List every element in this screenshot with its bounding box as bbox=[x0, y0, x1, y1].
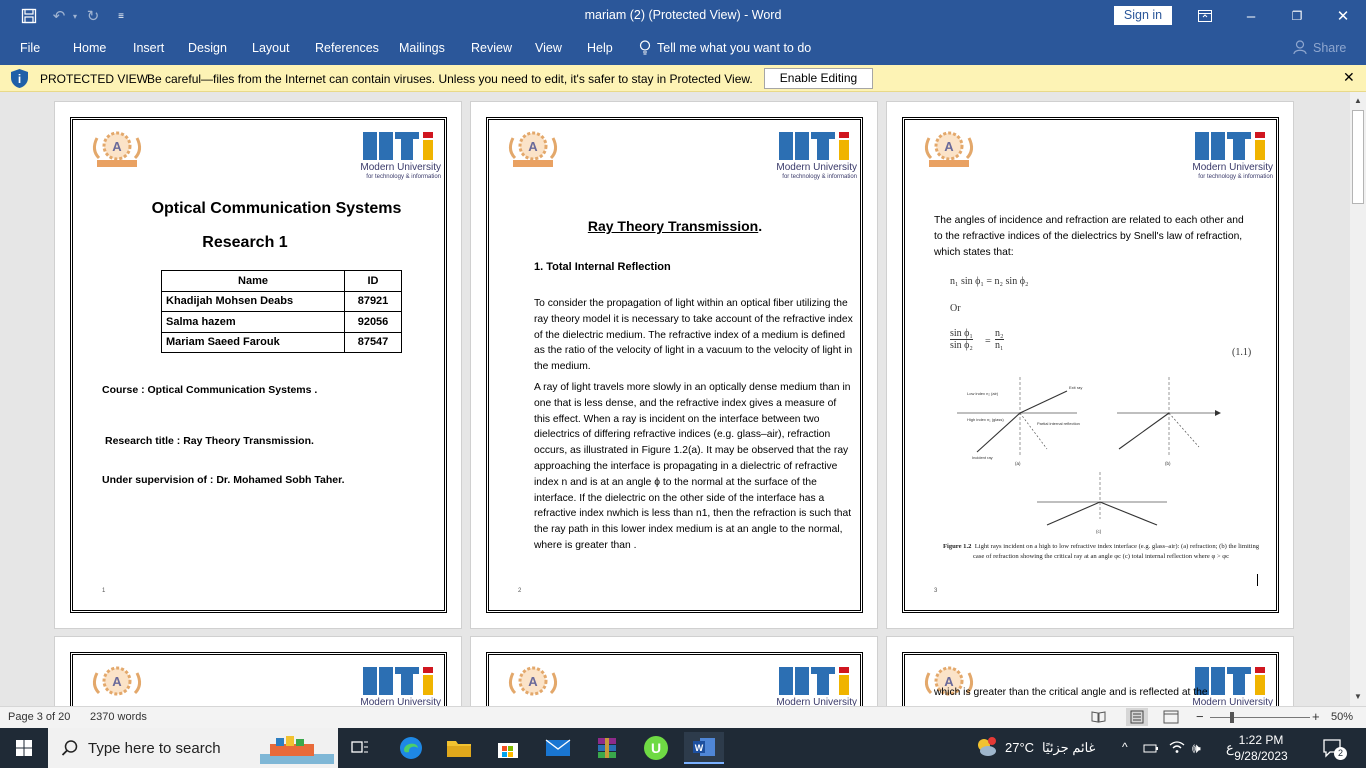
svg-text:A: A bbox=[112, 674, 122, 689]
snell-equation: n₁ sin ϕ₁ = n₂ sin ϕ₂ bbox=[950, 276, 1029, 287]
equation-or: Or bbox=[950, 303, 961, 314]
close-icon[interactable]: ✕ bbox=[1336, 8, 1350, 25]
ribbon-display-options-icon[interactable] bbox=[1182, 0, 1228, 32]
table-row bbox=[162, 312, 402, 333]
heading-suffix: . bbox=[758, 218, 763, 234]
notification-count-badge: 2 bbox=[1334, 747, 1347, 760]
title-bar bbox=[0, 0, 1366, 32]
print-layout-icon[interactable] bbox=[1126, 708, 1148, 726]
caption-text: Light rays incident on a high to low refractive index interface (e.g. glass–air): (a) refraction; (b) the limiting case of refraction showing the critical ray at an angle φc (c) total internal reflection where φ > φc bbox=[972, 543, 1260, 560]
paragraph: The angles of incidence and refraction are related to each other and to the refractive indices of the dielectrics by Snell's law of refraction, which states that: bbox=[934, 215, 1244, 258]
figure-part-a: (a) bbox=[1015, 461, 1021, 466]
search-placeholder: Type here to search bbox=[88, 740, 221, 757]
mail-icon[interactable] bbox=[538, 732, 578, 764]
share-person-icon[interactable] bbox=[1293, 40, 1307, 58]
ratio-denominator: sin ϕ₂ bbox=[950, 340, 973, 351]
windows-start-icon[interactable] bbox=[0, 728, 48, 768]
section-heading bbox=[471, 218, 878, 234]
page-number: 2 bbox=[518, 588, 522, 594]
table-row bbox=[162, 332, 402, 353]
faculty-logo bbox=[501, 661, 565, 706]
university-name: Modern University bbox=[776, 697, 857, 706]
word-count[interactable]: 2370 words bbox=[90, 711, 147, 723]
search-icon bbox=[61, 739, 79, 757]
edge-browser-icon[interactable] bbox=[391, 732, 431, 764]
tab-insert[interactable]: Insert bbox=[133, 41, 165, 55]
windows-taskbar bbox=[0, 728, 1366, 768]
university-name: Modern University bbox=[1192, 162, 1273, 173]
caption-label: Figure 1.2 bbox=[942, 543, 972, 550]
mti-logo bbox=[1173, 128, 1273, 184]
equation-number: (1.1) bbox=[1232, 347, 1252, 358]
task-view-icon[interactable] bbox=[340, 732, 380, 764]
ratio-rhs bbox=[995, 328, 1004, 351]
students-table bbox=[161, 270, 402, 353]
page-subtitle: Research 1 bbox=[202, 234, 288, 251]
svg-text:A: A bbox=[944, 674, 954, 689]
course-line: Course : Optical Communication Systems . bbox=[102, 384, 318, 396]
svg-text:i: i bbox=[17, 72, 22, 86]
shield-icon bbox=[9, 68, 30, 89]
tab-view[interactable]: View bbox=[535, 41, 562, 55]
high-index-label: High index n₁ (glass) bbox=[967, 417, 1004, 422]
student-id: 87921 bbox=[345, 291, 402, 312]
temperature[interactable]: 27°C bbox=[1005, 740, 1035, 755]
system-clock[interactable] bbox=[1228, 732, 1294, 764]
protected-view-message: Be careful—files from the Internet can contain viruses. Unless you need to edit, it's safer to stay in Protected View. bbox=[147, 72, 753, 86]
page-number: 1 bbox=[102, 588, 106, 594]
university-tagline: for technology & information bbox=[366, 174, 441, 180]
share-button[interactable]: Share bbox=[1313, 41, 1347, 55]
redo-icon[interactable]: ↻ bbox=[86, 8, 100, 25]
clock-time: 1:22 PM bbox=[1238, 733, 1284, 747]
university-tagline: for technology & information bbox=[1198, 174, 1273, 180]
university-name: Modern University bbox=[360, 697, 441, 706]
text-cursor bbox=[1257, 574, 1258, 586]
winrar-icon[interactable] bbox=[587, 732, 627, 764]
subsection-title: 1. Total Internal Reflection bbox=[534, 261, 671, 273]
tab-review[interactable]: Review bbox=[471, 41, 512, 55]
scroll-down-icon[interactable]: ▼ bbox=[1354, 692, 1362, 701]
page-title: Optical Communication Systems bbox=[151, 200, 402, 217]
weather-description[interactable]: غائم جزئيًا bbox=[1042, 740, 1096, 755]
page-border bbox=[70, 117, 447, 613]
tab-file[interactable]: File bbox=[20, 41, 41, 55]
partial-reflection-label: Partial internal reflection bbox=[1037, 421, 1080, 426]
zoom-in-icon[interactable]: + bbox=[1312, 709, 1320, 724]
faculty-logo bbox=[85, 661, 149, 706]
paragraph: A ray of light travels more slowly in an optically dense medium than in one that is less dense, and the refractive index gives a measure of this effect. When a ray is incident on the interface between two dielectrics of differing refractive indices (e.g. glass–air), refraction occurs, as illustrated in Figure 1.2(a). It may be observed that the ray approaching the interface is propagating in a dielectric of refractive index n and is at an angle ϕ to the normal at the surface of the interface. If the dielectric on the other side of the interface has a refractive index nwhich is less than n1, then the refraction is such that the ray path in this lower index medium is at an angle to the normal, where is greater than . bbox=[534, 382, 852, 551]
low-index-label: Low index n₂ (air) bbox=[967, 391, 999, 396]
figure-caption bbox=[941, 542, 1261, 562]
student-id: 92056 bbox=[345, 312, 402, 333]
file-explorer-icon[interactable] bbox=[439, 732, 479, 764]
tab-help[interactable]: Help bbox=[587, 41, 613, 55]
read-mode-icon[interactable] bbox=[1091, 710, 1106, 726]
student-name: Khadijah Mohsen Deabs bbox=[162, 291, 345, 312]
weather-icon[interactable] bbox=[975, 737, 997, 757]
figure-part-b: (b) bbox=[1165, 461, 1171, 466]
tell-me-search[interactable]: Tell me what you want to do bbox=[657, 41, 812, 55]
scrollbar-thumb[interactable] bbox=[1352, 110, 1364, 204]
tab-home[interactable]: Home bbox=[73, 41, 107, 55]
page-number: 3 bbox=[934, 588, 938, 594]
undo-icon[interactable]: ↶ bbox=[52, 8, 66, 25]
incident-ray-label: Incident ray bbox=[972, 455, 993, 460]
research-title-line: Research title : Ray Theory Transmission. bbox=[105, 435, 314, 447]
ribbon-tabs bbox=[0, 32, 1366, 65]
mti-logo bbox=[341, 663, 441, 706]
lightbulb-icon[interactable] bbox=[639, 40, 651, 58]
zoom-slider-track[interactable] bbox=[1210, 717, 1310, 718]
volume-icon[interactable]: 🕪 bbox=[1192, 740, 1201, 756]
show-hidden-icons-icon[interactable]: ^ bbox=[1122, 740, 1128, 754]
wifi-icon[interactable] bbox=[1168, 739, 1186, 755]
page-border bbox=[902, 117, 1279, 613]
table-header-id: ID bbox=[345, 271, 402, 292]
svg-text:A: A bbox=[112, 139, 122, 154]
paragraph: To consider the propagation of light within an optical fiber utilizing the ray theory model it is necessary to take account of the refractive index of the dielectric medium. The refractive index of a medium is defined as the ratio of the velocity of light in a vacuum to the velocity of light in the medium. bbox=[534, 298, 853, 373]
svg-text:A: A bbox=[528, 674, 538, 689]
scroll-up-icon[interactable]: ▲ bbox=[1354, 96, 1362, 105]
mti-logo bbox=[757, 128, 857, 184]
restore-icon[interactable]: ❐ bbox=[1291, 9, 1303, 23]
status-bar bbox=[0, 706, 1366, 728]
university-name: Modern University bbox=[1192, 697, 1273, 706]
figure-part-c: (c) bbox=[1096, 529, 1102, 534]
mti-logo bbox=[341, 128, 441, 184]
faculty-logo bbox=[501, 126, 565, 178]
table-header-name: Name bbox=[162, 271, 345, 292]
close-message-bar-icon[interactable]: ✕ bbox=[1343, 69, 1355, 85]
taskbar-search-box[interactable] bbox=[48, 728, 338, 768]
page-6[interactable] bbox=[886, 636, 1294, 706]
svg-text:W: W bbox=[694, 743, 704, 753]
minimize-icon[interactable]: – bbox=[1246, 7, 1256, 25]
paragraph: which is greater than the critical angle and is reflected at the bbox=[934, 687, 1208, 698]
battery-plug-icon[interactable] bbox=[1143, 740, 1161, 756]
save-icon[interactable] bbox=[18, 5, 40, 27]
sign-in-button[interactable]: Sign in bbox=[1114, 6, 1172, 25]
student-name: Salma hazem bbox=[162, 312, 345, 333]
tab-references[interactable]: References bbox=[315, 41, 379, 55]
university-tagline: for technology & information bbox=[782, 174, 857, 180]
page-2[interactable] bbox=[470, 101, 878, 629]
zoom-level[interactable]: 50% bbox=[1331, 711, 1354, 723]
web-layout-icon[interactable] bbox=[1163, 710, 1179, 727]
refraction-figure bbox=[947, 377, 1247, 537]
page-count[interactable]: Page 3 of 20 bbox=[8, 711, 71, 723]
page-5[interactable] bbox=[470, 636, 878, 706]
table-row bbox=[162, 291, 402, 312]
protected-view-bar bbox=[0, 65, 1366, 92]
svg-text:A: A bbox=[944, 139, 954, 154]
search-highlight-image bbox=[260, 732, 334, 764]
page-1[interactable] bbox=[54, 101, 462, 629]
ratio-lhs bbox=[950, 328, 973, 351]
mti-logo bbox=[757, 663, 857, 706]
faculty-logo bbox=[85, 126, 149, 178]
zoom-out-icon[interactable]: − bbox=[1196, 709, 1204, 724]
enable-editing-button[interactable]: Enable Editing bbox=[764, 68, 873, 89]
exit-ray-label: Exit ray bbox=[1069, 385, 1083, 390]
supervision-line: Under supervision of : Dr. Mohamed Sobh Taher. bbox=[102, 474, 345, 486]
upwork-icon[interactable] bbox=[636, 732, 676, 764]
customize-toolbar-icon[interactable]: ≡ bbox=[118, 10, 124, 22]
clock-date: 9/28/2023 bbox=[1234, 749, 1288, 763]
document-title: mariam (2) (Protected View) - Word bbox=[584, 8, 782, 22]
page-4[interactable] bbox=[54, 636, 462, 706]
input-language[interactable]: ع bbox=[1226, 740, 1234, 755]
student-id: 87547 bbox=[345, 332, 402, 353]
vertical-scrollbar[interactable] bbox=[1350, 92, 1366, 706]
microsoft-store-icon[interactable] bbox=[488, 732, 528, 764]
tab-layout[interactable]: Layout bbox=[252, 41, 290, 55]
svg-text:A: A bbox=[528, 139, 538, 154]
ratio-numerator: n₂ bbox=[995, 328, 1004, 339]
word-app-icon[interactable] bbox=[684, 732, 724, 764]
protected-view-title: PROTECTED VIEW bbox=[40, 72, 149, 86]
university-name: Modern University bbox=[776, 162, 857, 173]
ratio-numerator: sin ϕ₁ bbox=[950, 328, 973, 339]
tab-mailings[interactable]: Mailings bbox=[399, 41, 445, 55]
document-area[interactable] bbox=[0, 92, 1350, 706]
university-name: Modern University bbox=[360, 162, 441, 173]
zoom-slider-handle[interactable] bbox=[1230, 712, 1234, 723]
undo-dropdown-icon[interactable]: ▾ bbox=[72, 11, 77, 21]
equals-sign: = bbox=[985, 336, 991, 347]
faculty-logo bbox=[917, 126, 981, 178]
student-name: Mariam Saeed Farouk bbox=[162, 332, 345, 353]
heading-text: Ray Theory Transmission bbox=[587, 218, 759, 234]
svg-text:U: U bbox=[650, 740, 662, 756]
tab-design[interactable]: Design bbox=[188, 41, 227, 55]
page-3[interactable] bbox=[886, 101, 1294, 629]
ratio-denominator: n₁ bbox=[995, 340, 1004, 351]
